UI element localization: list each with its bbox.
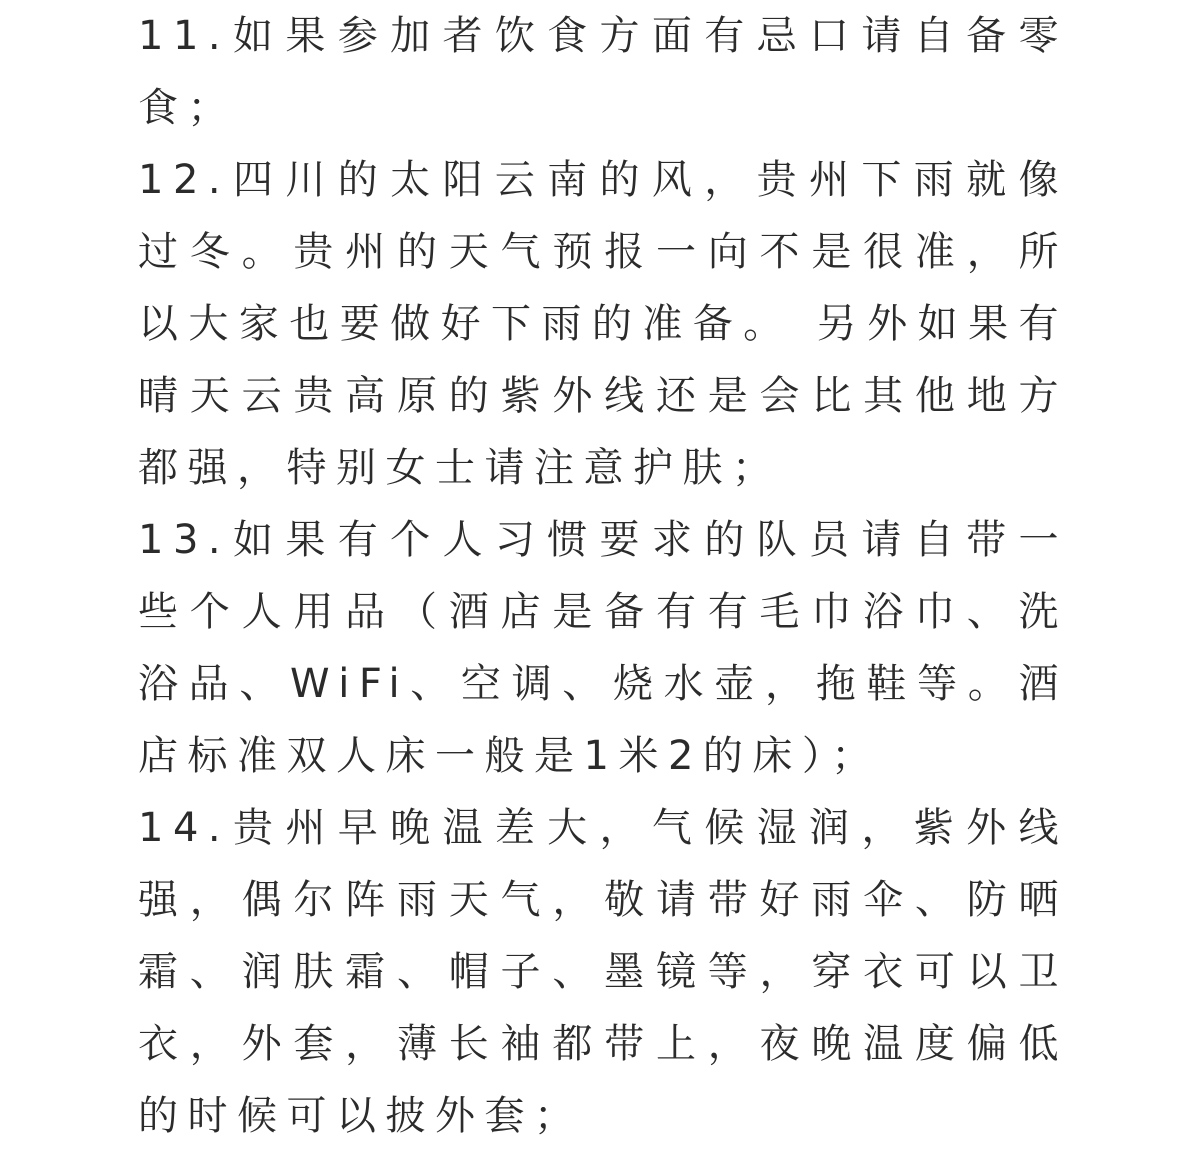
- notes-content: [138, 0, 1068, 1152]
- note-item-11: 11.如果参加者饮食方面有忌口请自备零食；: [138, 13, 1068, 131]
- note-item-13: 13.如果有个人习惯要求的队员请自带一些个人用品（酒店是备有有毛巾浴巾、洗浴品、WiFi、空调、烧水壶，拖鞋等。酒店标准双人床一般是1米2的床）；: [138, 517, 1068, 779]
- note-item-12: 12.四川的太阳云南的风，贵州下雨就像过冬。贵州的天气预报一向不是很准，所以大家也要做好下雨的准备。 另外如果有晴天云贵高原的紫外线还是会比其他地方都强，特别女士请注意护肤；: [138, 157, 1068, 491]
- note-item-14: 14.贵州早晚温差大，气候湿润，紫外线强，偶尔阵雨天气，敬请带好雨伞、防晒霜、润肤霜、帽子、墨镜等，穿衣可以卫衣，外套，薄长袖都带上，夜晚温度偏低的时候可以披外套；: [138, 805, 1068, 1139]
